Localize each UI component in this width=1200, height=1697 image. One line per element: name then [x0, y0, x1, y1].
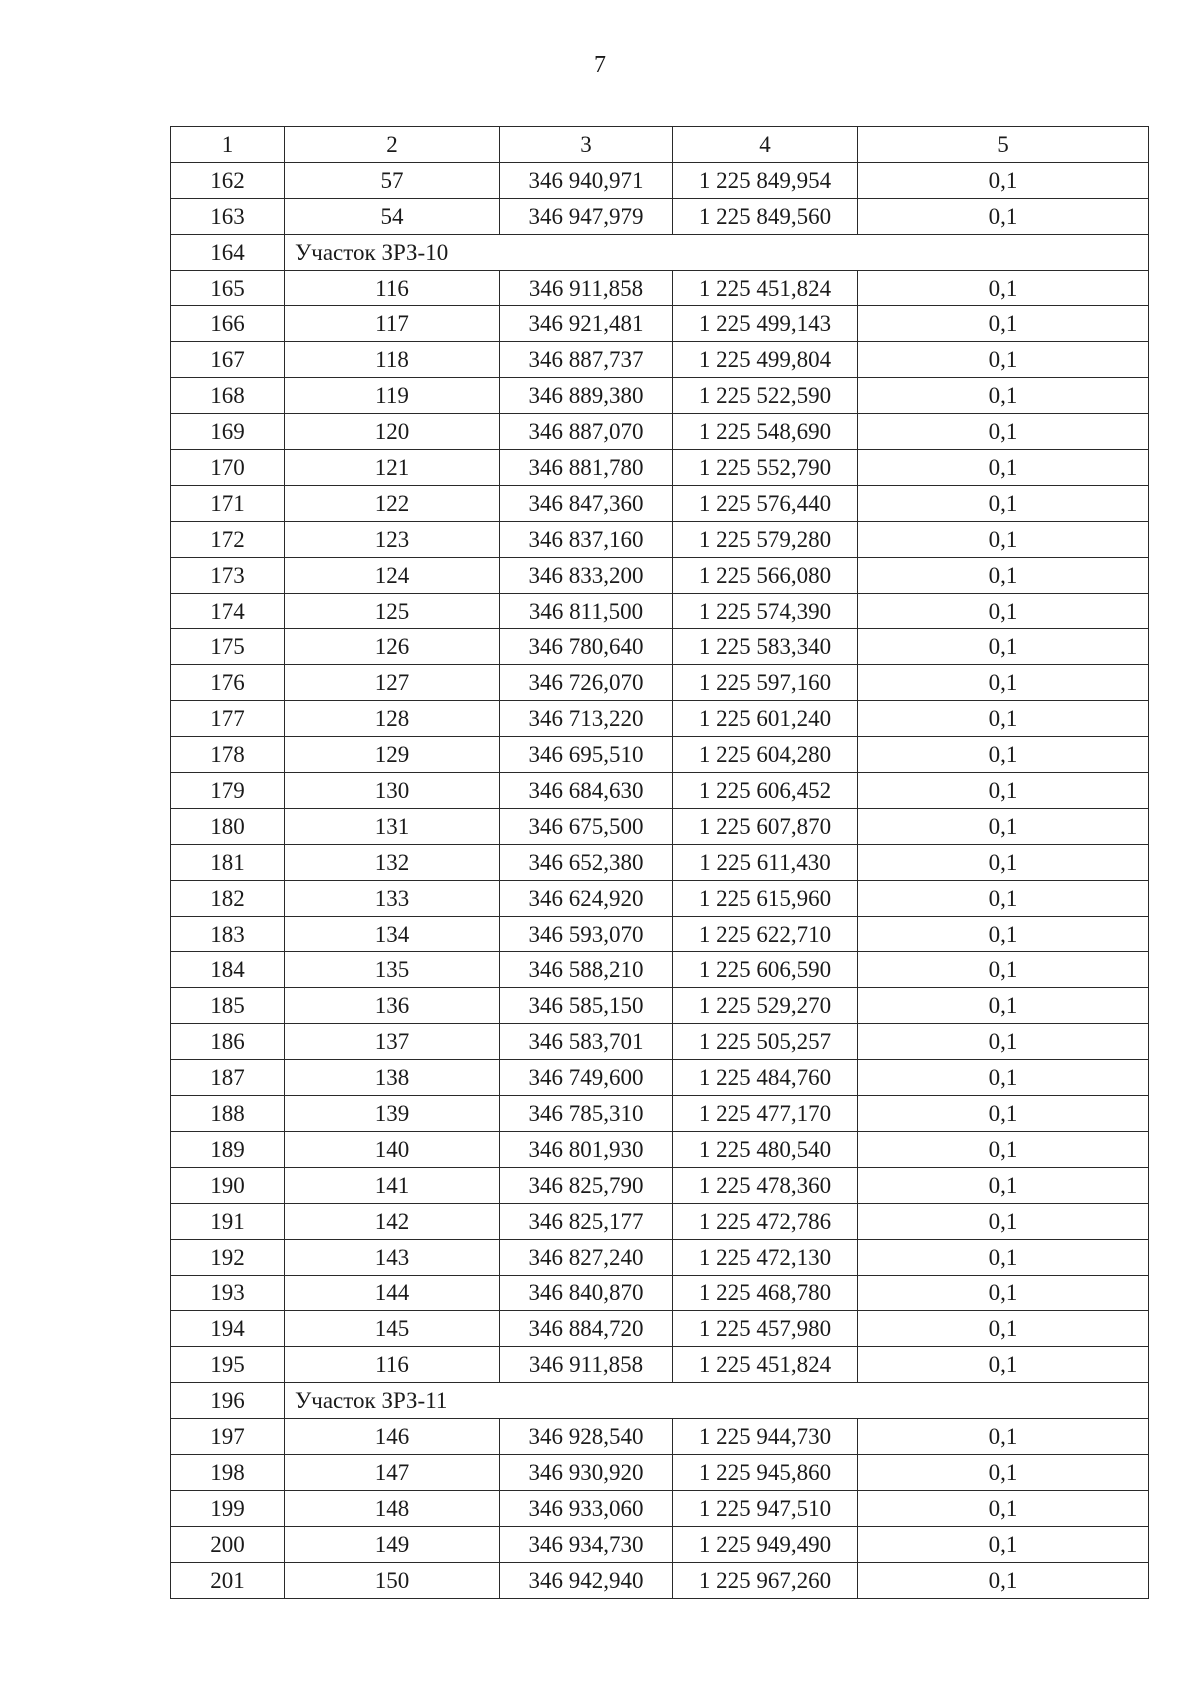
accuracy-cell: 0,1 — [858, 1275, 1149, 1311]
section-label: Участок ЗРЗ-10 — [285, 234, 1149, 270]
point-number-cell: 139 — [285, 1096, 500, 1132]
table-row — [171, 593, 1149, 629]
x-coordinate-cell: 346 921,481 — [500, 306, 673, 342]
y-coordinate-cell: 1 225 944,730 — [673, 1419, 858, 1455]
table-row — [171, 1239, 1149, 1275]
point-number-cell: 130 — [285, 773, 500, 809]
point-number-cell: 124 — [285, 557, 500, 593]
accuracy-cell: 0,1 — [858, 1167, 1149, 1203]
header-cell: 4 — [673, 127, 858, 163]
table-row — [171, 1347, 1149, 1383]
accuracy-cell: 0,1 — [858, 1419, 1149, 1455]
accuracy-cell: 0,1 — [858, 1024, 1149, 1060]
row-number-cell: 187 — [171, 1060, 285, 1096]
header-cell: 2 — [285, 127, 500, 163]
table-row — [171, 1024, 1149, 1060]
point-number-cell: 144 — [285, 1275, 500, 1311]
y-coordinate-cell: 1 225 947,510 — [673, 1490, 858, 1526]
row-number-cell: 181 — [171, 844, 285, 880]
y-coordinate-cell: 1 225 451,824 — [673, 270, 858, 306]
row-number-cell: 191 — [171, 1203, 285, 1239]
table-row — [171, 844, 1149, 880]
y-coordinate-cell: 1 225 967,260 — [673, 1562, 858, 1598]
row-number-cell: 173 — [171, 557, 285, 593]
y-coordinate-cell: 1 225 499,804 — [673, 342, 858, 378]
x-coordinate-cell: 346 827,240 — [500, 1239, 673, 1275]
table-row — [171, 1131, 1149, 1167]
accuracy-cell: 0,1 — [858, 1203, 1149, 1239]
row-number-cell: 195 — [171, 1347, 285, 1383]
row-number-cell: 179 — [171, 773, 285, 809]
accuracy-cell: 0,1 — [858, 450, 1149, 486]
accuracy-cell: 0,1 — [858, 701, 1149, 737]
point-number-cell: 126 — [285, 629, 500, 665]
point-number-cell: 150 — [285, 1562, 500, 1598]
accuracy-cell: 0,1 — [858, 844, 1149, 880]
table-row — [171, 198, 1149, 234]
row-number-cell: 169 — [171, 414, 285, 450]
x-coordinate-cell: 346 811,500 — [500, 593, 673, 629]
accuracy-cell: 0,1 — [858, 808, 1149, 844]
accuracy-cell: 0,1 — [858, 773, 1149, 809]
table-header-row — [171, 127, 1149, 163]
accuracy-cell: 0,1 — [858, 342, 1149, 378]
y-coordinate-cell: 1 225 849,560 — [673, 198, 858, 234]
table-row — [171, 1454, 1149, 1490]
table-row — [171, 701, 1149, 737]
x-coordinate-cell: 346 675,500 — [500, 808, 673, 844]
accuracy-cell: 0,1 — [858, 270, 1149, 306]
table-row — [171, 808, 1149, 844]
row-number-cell: 167 — [171, 342, 285, 378]
x-coordinate-cell: 346 933,060 — [500, 1490, 673, 1526]
y-coordinate-cell: 1 225 472,786 — [673, 1203, 858, 1239]
point-number-cell: 128 — [285, 701, 500, 737]
accuracy-cell: 0,1 — [858, 880, 1149, 916]
point-number-cell: 57 — [285, 162, 500, 198]
point-number-cell: 138 — [285, 1060, 500, 1096]
point-number-cell: 129 — [285, 737, 500, 773]
x-coordinate-cell: 346 695,510 — [500, 737, 673, 773]
y-coordinate-cell: 1 225 484,760 — [673, 1060, 858, 1096]
row-number-cell: 164 — [171, 234, 285, 270]
x-coordinate-cell: 346 713,220 — [500, 701, 673, 737]
table-row — [171, 414, 1149, 450]
accuracy-cell: 0,1 — [858, 1526, 1149, 1562]
accuracy-cell: 0,1 — [858, 1131, 1149, 1167]
row-number-cell: 185 — [171, 988, 285, 1024]
coordinates-table — [170, 126, 1149, 1599]
y-coordinate-cell: 1 225 451,824 — [673, 1347, 858, 1383]
table-row — [171, 773, 1149, 809]
row-number-cell: 168 — [171, 378, 285, 414]
accuracy-cell: 0,1 — [858, 162, 1149, 198]
y-coordinate-cell: 1 225 566,080 — [673, 557, 858, 593]
accuracy-cell: 0,1 — [858, 414, 1149, 450]
y-coordinate-cell: 1 225 576,440 — [673, 485, 858, 521]
table-row — [171, 378, 1149, 414]
x-coordinate-cell: 346 881,780 — [500, 450, 673, 486]
y-coordinate-cell: 1 225 552,790 — [673, 450, 858, 486]
y-coordinate-cell: 1 225 606,452 — [673, 773, 858, 809]
row-number-cell: 182 — [171, 880, 285, 916]
x-coordinate-cell: 346 837,160 — [500, 521, 673, 557]
row-number-cell: 171 — [171, 485, 285, 521]
point-number-cell: 143 — [285, 1239, 500, 1275]
accuracy-cell: 0,1 — [858, 198, 1149, 234]
x-coordinate-cell: 346 887,737 — [500, 342, 673, 378]
x-coordinate-cell: 346 889,380 — [500, 378, 673, 414]
row-number-cell: 201 — [171, 1562, 285, 1598]
point-number-cell: 123 — [285, 521, 500, 557]
table-row — [171, 737, 1149, 773]
table-row — [171, 1311, 1149, 1347]
y-coordinate-cell: 1 225 480,540 — [673, 1131, 858, 1167]
x-coordinate-cell: 346 825,177 — [500, 1203, 673, 1239]
table-row — [171, 1419, 1149, 1455]
x-coordinate-cell: 346 930,920 — [500, 1454, 673, 1490]
point-number-cell: 118 — [285, 342, 500, 378]
table-row — [171, 485, 1149, 521]
x-coordinate-cell: 346 884,720 — [500, 1311, 673, 1347]
accuracy-cell: 0,1 — [858, 593, 1149, 629]
x-coordinate-cell: 346 593,070 — [500, 916, 673, 952]
y-coordinate-cell: 1 225 477,170 — [673, 1096, 858, 1132]
point-number-cell: 117 — [285, 306, 500, 342]
row-number-cell: 197 — [171, 1419, 285, 1455]
point-number-cell: 142 — [285, 1203, 500, 1239]
table-row — [171, 450, 1149, 486]
accuracy-cell: 0,1 — [858, 1239, 1149, 1275]
y-coordinate-cell: 1 225 499,143 — [673, 306, 858, 342]
table-row — [171, 1060, 1149, 1096]
table-row — [171, 1562, 1149, 1598]
row-number-cell: 172 — [171, 521, 285, 557]
row-number-cell: 183 — [171, 916, 285, 952]
section-label: Участок ЗРЗ-11 — [285, 1383, 1149, 1419]
x-coordinate-cell: 346 934,730 — [500, 1526, 673, 1562]
row-number-cell: 177 — [171, 701, 285, 737]
point-number-cell: 120 — [285, 414, 500, 450]
header-cell: 3 — [500, 127, 673, 163]
x-coordinate-cell: 346 588,210 — [500, 952, 673, 988]
table-row — [171, 557, 1149, 593]
y-coordinate-cell: 1 225 604,280 — [673, 737, 858, 773]
point-number-cell: 54 — [285, 198, 500, 234]
point-number-cell: 132 — [285, 844, 500, 880]
accuracy-cell: 0,1 — [858, 485, 1149, 521]
table-row — [171, 342, 1149, 378]
y-coordinate-cell: 1 225 945,860 — [673, 1454, 858, 1490]
accuracy-cell: 0,1 — [858, 1454, 1149, 1490]
row-number-cell: 198 — [171, 1454, 285, 1490]
x-coordinate-cell: 346 652,380 — [500, 844, 673, 880]
accuracy-cell: 0,1 — [858, 988, 1149, 1024]
table-body — [171, 127, 1149, 1599]
x-coordinate-cell: 346 840,870 — [500, 1275, 673, 1311]
accuracy-cell: 0,1 — [858, 1490, 1149, 1526]
point-number-cell: 116 — [285, 270, 500, 306]
point-number-cell: 119 — [285, 378, 500, 414]
y-coordinate-cell: 1 225 601,240 — [673, 701, 858, 737]
row-number-cell: 199 — [171, 1490, 285, 1526]
accuracy-cell: 0,1 — [858, 737, 1149, 773]
accuracy-cell: 0,1 — [858, 557, 1149, 593]
x-coordinate-cell: 346 684,630 — [500, 773, 673, 809]
x-coordinate-cell: 346 911,858 — [500, 1347, 673, 1383]
x-coordinate-cell: 346 801,930 — [500, 1131, 673, 1167]
row-number-cell: 180 — [171, 808, 285, 844]
point-number-cell: 141 — [285, 1167, 500, 1203]
row-number-cell: 170 — [171, 450, 285, 486]
row-number-cell: 163 — [171, 198, 285, 234]
table-row — [171, 988, 1149, 1024]
accuracy-cell: 0,1 — [858, 1347, 1149, 1383]
point-number-cell: 122 — [285, 485, 500, 521]
point-number-cell: 148 — [285, 1490, 500, 1526]
point-number-cell: 134 — [285, 916, 500, 952]
row-number-cell: 184 — [171, 952, 285, 988]
accuracy-cell: 0,1 — [858, 306, 1149, 342]
row-number-cell: 189 — [171, 1131, 285, 1167]
accuracy-cell: 0,1 — [858, 1311, 1149, 1347]
row-number-cell: 166 — [171, 306, 285, 342]
accuracy-cell: 0,1 — [858, 952, 1149, 988]
x-coordinate-cell: 346 833,200 — [500, 557, 673, 593]
table-row — [171, 521, 1149, 557]
header-cell: 1 — [171, 127, 285, 163]
table-row — [171, 270, 1149, 306]
x-coordinate-cell: 346 847,360 — [500, 485, 673, 521]
y-coordinate-cell: 1 225 849,954 — [673, 162, 858, 198]
row-number-cell: 194 — [171, 1311, 285, 1347]
point-number-cell: 133 — [285, 880, 500, 916]
table-row — [171, 306, 1149, 342]
accuracy-cell: 0,1 — [858, 1060, 1149, 1096]
x-coordinate-cell: 346 911,858 — [500, 270, 673, 306]
accuracy-cell: 0,1 — [858, 629, 1149, 665]
x-coordinate-cell: 346 928,540 — [500, 1419, 673, 1455]
table-row — [171, 1096, 1149, 1132]
point-number-cell: 127 — [285, 665, 500, 701]
table-row — [171, 952, 1149, 988]
point-number-cell: 136 — [285, 988, 500, 1024]
point-number-cell: 116 — [285, 1347, 500, 1383]
point-number-cell: 146 — [285, 1419, 500, 1455]
row-number-cell: 165 — [171, 270, 285, 306]
accuracy-cell: 0,1 — [858, 665, 1149, 701]
section-row — [171, 234, 1149, 270]
table-row — [171, 162, 1149, 198]
x-coordinate-cell: 346 887,070 — [500, 414, 673, 450]
x-coordinate-cell: 346 942,940 — [500, 1562, 673, 1598]
table-row — [171, 1526, 1149, 1562]
page-number: 7 — [594, 52, 606, 78]
x-coordinate-cell: 346 785,310 — [500, 1096, 673, 1132]
point-number-cell: 147 — [285, 1454, 500, 1490]
row-number-cell: 192 — [171, 1239, 285, 1275]
table-row — [171, 916, 1149, 952]
y-coordinate-cell: 1 225 597,160 — [673, 665, 858, 701]
y-coordinate-cell: 1 225 529,270 — [673, 988, 858, 1024]
y-coordinate-cell: 1 225 579,280 — [673, 521, 858, 557]
point-number-cell: 135 — [285, 952, 500, 988]
accuracy-cell: 0,1 — [858, 1562, 1149, 1598]
accuracy-cell: 0,1 — [858, 1096, 1149, 1132]
accuracy-cell: 0,1 — [858, 521, 1149, 557]
y-coordinate-cell: 1 225 615,960 — [673, 880, 858, 916]
y-coordinate-cell: 1 225 548,690 — [673, 414, 858, 450]
x-coordinate-cell: 346 780,640 — [500, 629, 673, 665]
y-coordinate-cell: 1 225 622,710 — [673, 916, 858, 952]
y-coordinate-cell: 1 225 478,360 — [673, 1167, 858, 1203]
row-number-cell: 188 — [171, 1096, 285, 1132]
y-coordinate-cell: 1 225 457,980 — [673, 1311, 858, 1347]
x-coordinate-cell: 346 624,920 — [500, 880, 673, 916]
accuracy-cell: 0,1 — [858, 916, 1149, 952]
point-number-cell: 137 — [285, 1024, 500, 1060]
table-row — [171, 1275, 1149, 1311]
table-row — [171, 629, 1149, 665]
y-coordinate-cell: 1 225 583,340 — [673, 629, 858, 665]
y-coordinate-cell: 1 225 468,780 — [673, 1275, 858, 1311]
row-number-cell: 162 — [171, 162, 285, 198]
header-cell: 5 — [858, 127, 1149, 163]
point-number-cell: 140 — [285, 1131, 500, 1167]
x-coordinate-cell: 346 825,790 — [500, 1167, 673, 1203]
y-coordinate-cell: 1 225 472,130 — [673, 1239, 858, 1275]
row-number-cell: 200 — [171, 1526, 285, 1562]
row-number-cell: 175 — [171, 629, 285, 665]
row-number-cell: 178 — [171, 737, 285, 773]
x-coordinate-cell: 346 947,979 — [500, 198, 673, 234]
y-coordinate-cell: 1 225 505,257 — [673, 1024, 858, 1060]
y-coordinate-cell: 1 225 522,590 — [673, 378, 858, 414]
x-coordinate-cell: 346 749,600 — [500, 1060, 673, 1096]
point-number-cell: 125 — [285, 593, 500, 629]
accuracy-cell: 0,1 — [858, 378, 1149, 414]
y-coordinate-cell: 1 225 574,390 — [673, 593, 858, 629]
x-coordinate-cell: 346 583,701 — [500, 1024, 673, 1060]
row-number-cell: 174 — [171, 593, 285, 629]
point-number-cell: 121 — [285, 450, 500, 486]
section-row — [171, 1383, 1149, 1419]
y-coordinate-cell: 1 225 949,490 — [673, 1526, 858, 1562]
x-coordinate-cell: 346 940,971 — [500, 162, 673, 198]
table-row — [171, 1167, 1149, 1203]
table-row — [171, 665, 1149, 701]
row-number-cell: 190 — [171, 1167, 285, 1203]
x-coordinate-cell: 346 585,150 — [500, 988, 673, 1024]
y-coordinate-cell: 1 225 607,870 — [673, 808, 858, 844]
y-coordinate-cell: 1 225 606,590 — [673, 952, 858, 988]
table-row — [171, 1203, 1149, 1239]
row-number-cell: 186 — [171, 1024, 285, 1060]
table-row — [171, 880, 1149, 916]
row-number-cell: 176 — [171, 665, 285, 701]
point-number-cell: 149 — [285, 1526, 500, 1562]
y-coordinate-cell: 1 225 611,430 — [673, 844, 858, 880]
table-row — [171, 1490, 1149, 1526]
row-number-cell: 196 — [171, 1383, 285, 1419]
row-number-cell: 193 — [171, 1275, 285, 1311]
x-coordinate-cell: 346 726,070 — [500, 665, 673, 701]
point-number-cell: 145 — [285, 1311, 500, 1347]
point-number-cell: 131 — [285, 808, 500, 844]
